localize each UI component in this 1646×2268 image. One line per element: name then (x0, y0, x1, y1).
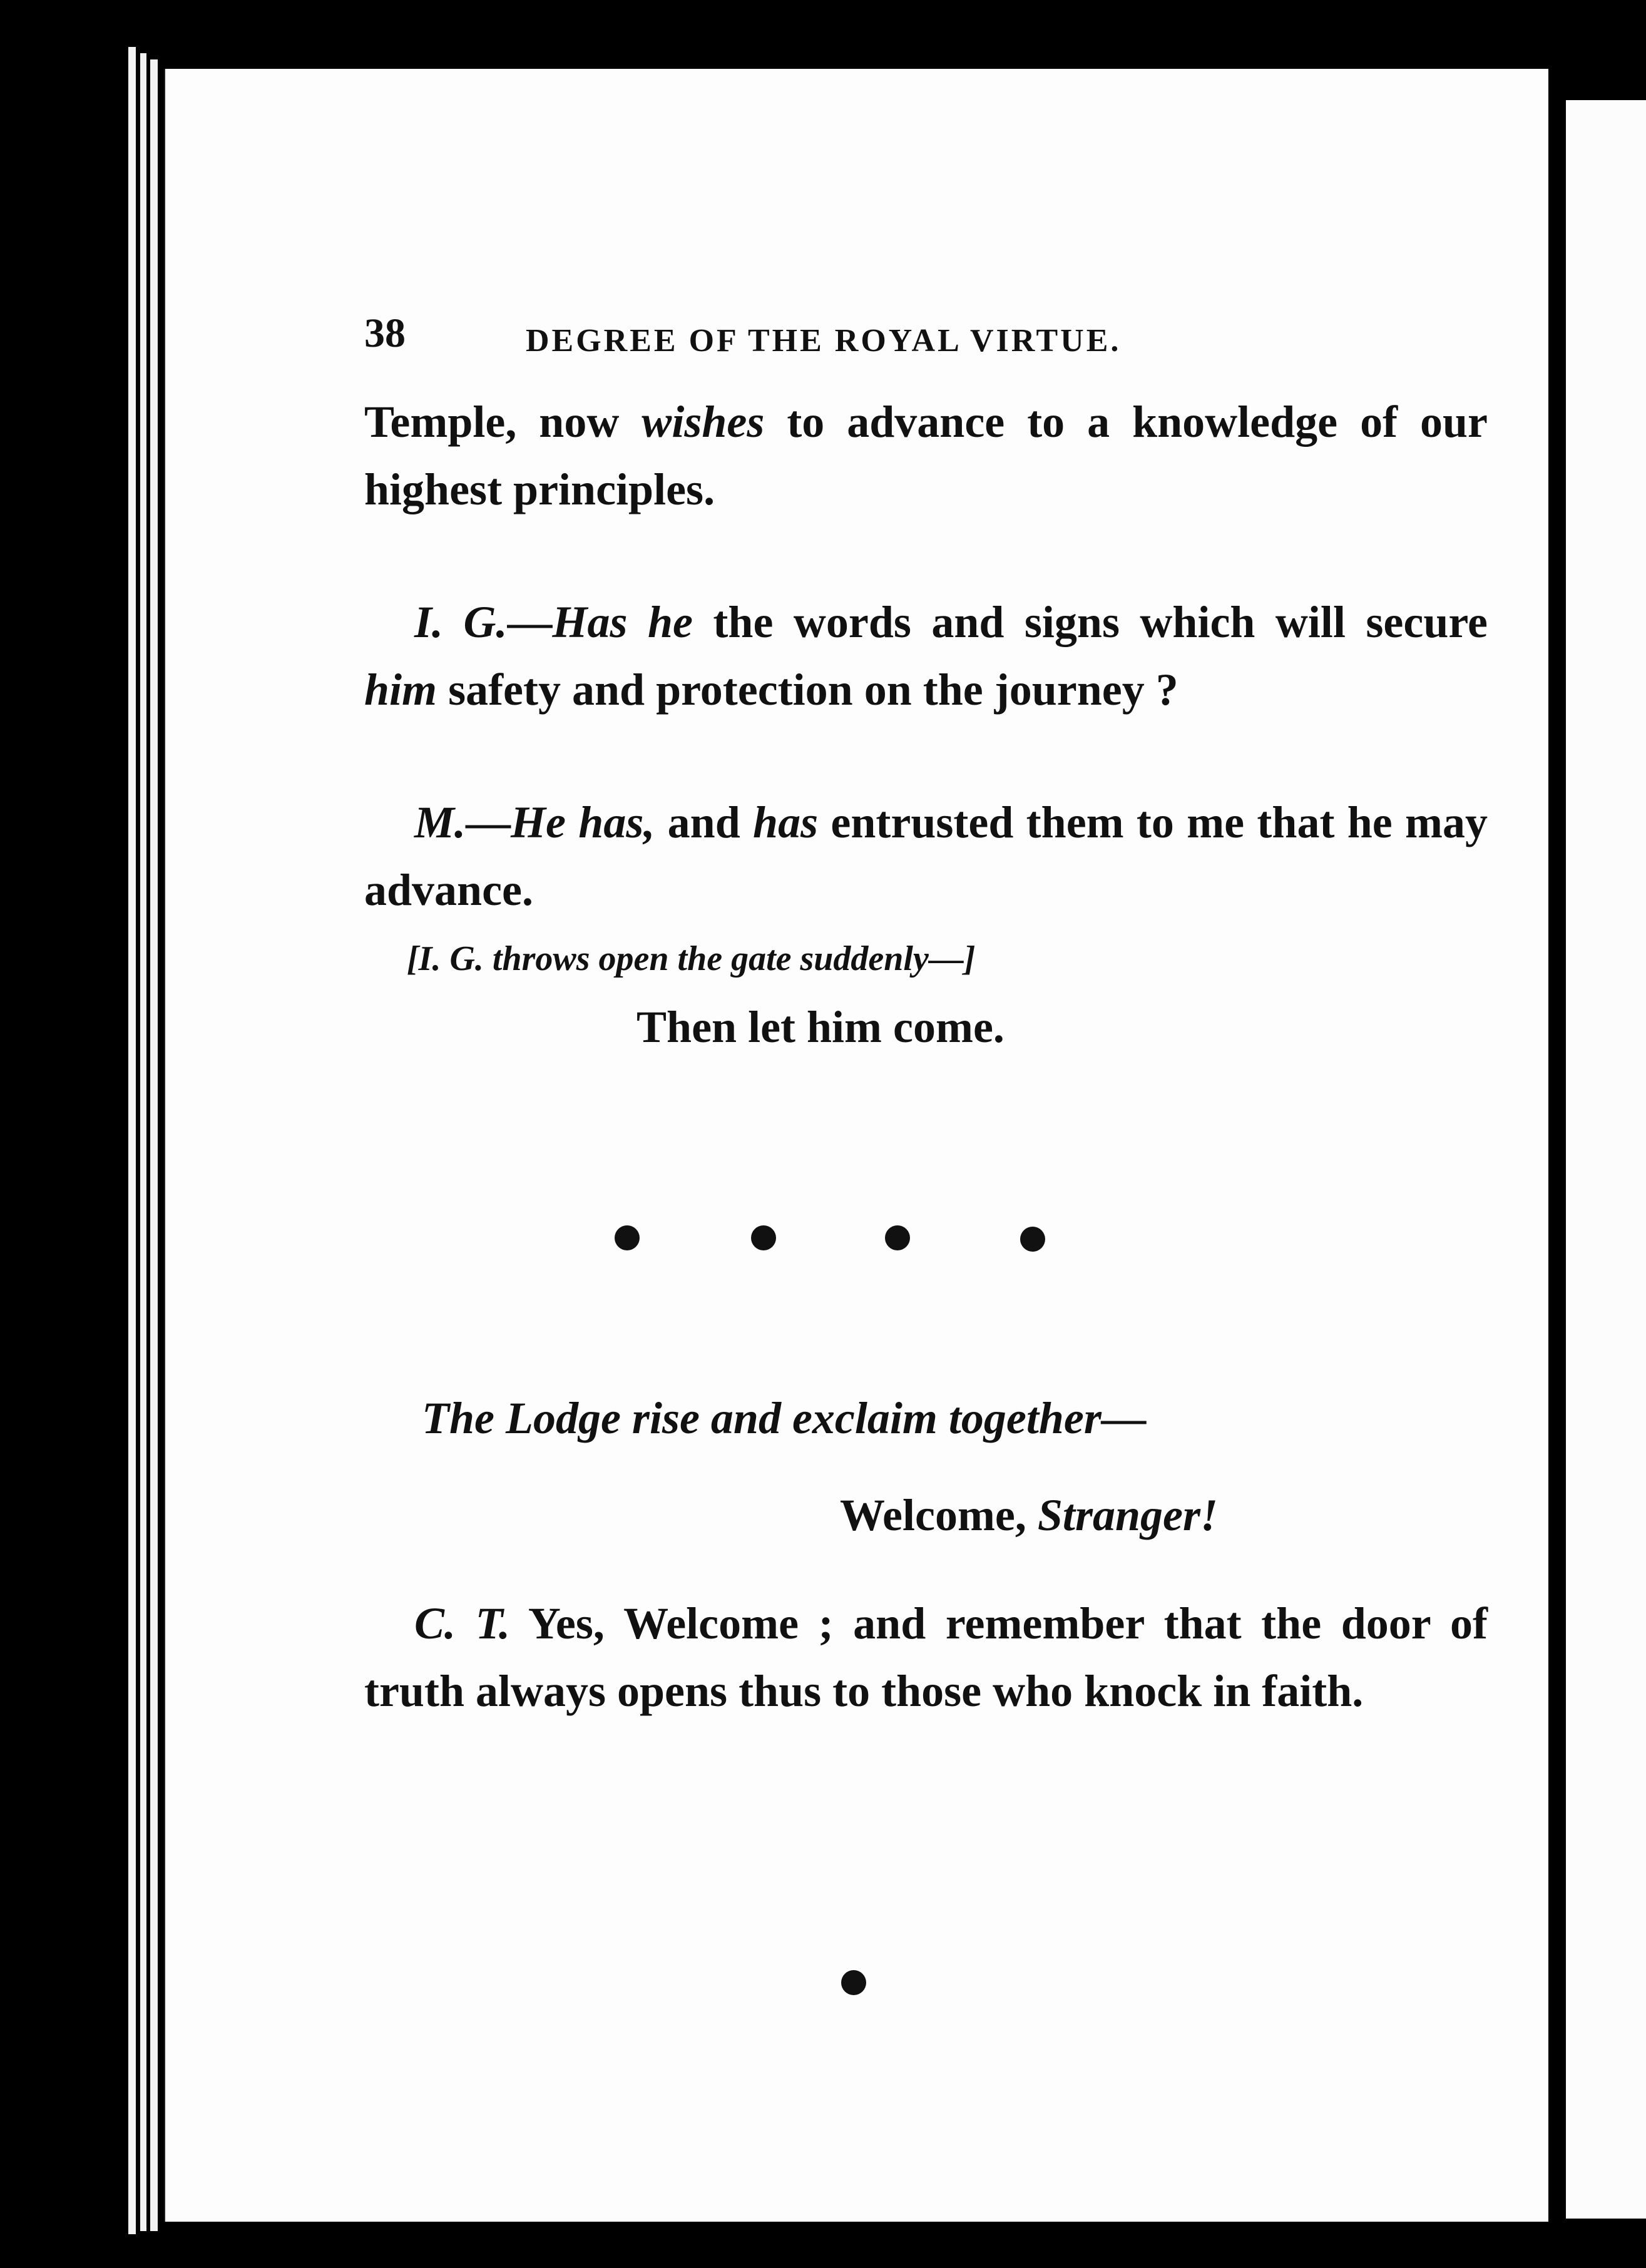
text-span: the words and signs which will secure (692, 597, 1488, 647)
then-let-him-come: Then let him come. (636, 1002, 1004, 1052)
emphasis: him (364, 665, 437, 715)
lodge-direction: The Lodge rise and exclaim together— (422, 1393, 1147, 1443)
text-span: Yes, Welcome ; and remember that the door of truth always opens thus to those who knock in faith. (364, 1598, 1488, 1716)
ornament-dot (1020, 1227, 1045, 1252)
speaker: M. (414, 797, 466, 847)
text-span: Temple, now (364, 397, 642, 447)
ornament-dot (885, 1225, 910, 1250)
ornament-dot (615, 1225, 640, 1250)
adjacent-page (1566, 100, 1646, 2219)
book-page (164, 69, 1548, 2222)
running-title: DEGREE OF THE ROYAL VIRTUE. (526, 323, 1122, 359)
speaker: I. G. (414, 597, 508, 647)
paragraph-master (364, 789, 1488, 924)
emphasis: He has, (511, 797, 655, 847)
stage-direction: [I. G. throws open the gate suddenly—] (407, 939, 976, 978)
page-edge (128, 47, 136, 2234)
welcome-line (840, 1489, 1218, 1541)
text-span: safety and protection on the journey ? (437, 665, 1178, 715)
page-text (164, 69, 1548, 2222)
page-edge (150, 59, 158, 2231)
emphasis: wishes (642, 397, 765, 447)
emphasis: Has he (552, 597, 693, 647)
ornament-dots (615, 1219, 1065, 1257)
text-span: entrusted them to me that he may advance. (364, 797, 1488, 915)
text-span: to advance to a knowledge of our highest principles. (364, 397, 1488, 514)
emphasis: has (753, 797, 819, 847)
dash: — (466, 797, 511, 847)
dash: — (507, 597, 553, 647)
paragraph-temple (364, 388, 1488, 523)
page-number: 38 (364, 310, 406, 356)
text-span: and (655, 797, 754, 847)
text-span: Welcome, (840, 1490, 1038, 1540)
paragraph-closing (364, 1590, 1488, 1725)
speaker: C. T. (414, 1598, 510, 1648)
ornament-dot (751, 1225, 776, 1250)
emphasis: Stranger! (1037, 1490, 1218, 1540)
end-ornament-dot (841, 1970, 866, 1995)
paragraph-inner-guard (364, 588, 1488, 723)
page-edge (140, 53, 146, 2231)
